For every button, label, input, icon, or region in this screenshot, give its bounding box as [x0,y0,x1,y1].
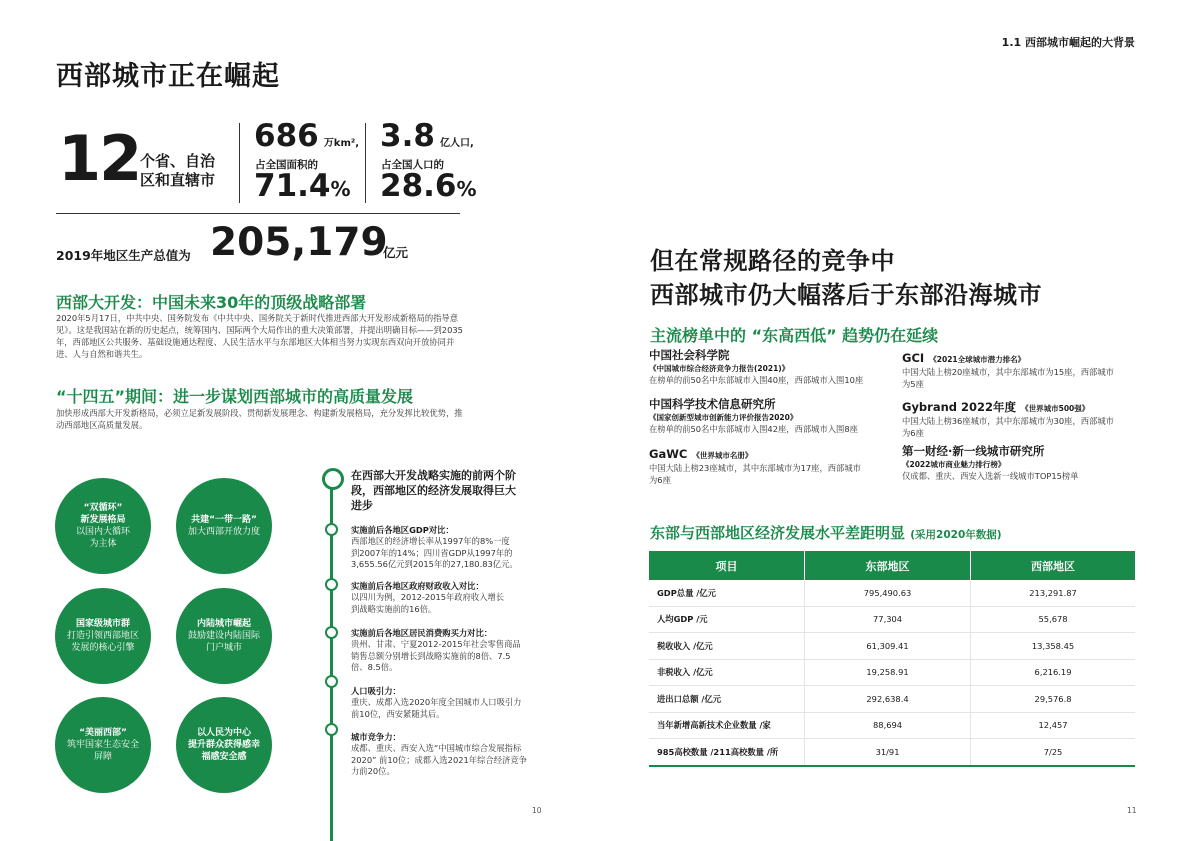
timeline-item-title: 实施前后各地区GDP对比： [351,525,454,535]
column-header: 西部地区 [971,551,1135,580]
page-number-right: 11 [1127,806,1137,815]
section-text: 加快形成西部大开发新格局，必须立足新发展阶段、贯彻新发展理念、构建新发展格局，充分发挥比较优势，推动西部地区高质量发展。 [56,408,463,430]
area-share-label: 占全国面积的 [255,159,318,171]
timeline-item [351,731,551,778]
table-cell: 29,576.8 [971,686,1135,713]
table-cell: 795,490.63 [805,580,971,606]
provinces-count: 12 [58,122,141,195]
table-cell: 税收收入 /亿元 [649,633,805,660]
table-cell: 88,694 [805,712,971,739]
timeline-heading-line: 进步 [351,499,373,512]
ranking-text: 中国大陆上榜20座城市，其中东部城市为15座，西部城市 [902,367,1114,377]
ranking-text: 在榜单的前50名中东部城市入围40座，西部城市入围10座 [649,375,864,385]
table-title-note: (采用2020年数据) [910,529,1002,541]
table-cell: 6,216.19 [971,659,1135,686]
circle-text: 筑牢国家生态安全 [66,740,139,750]
area-unit: 万km², [323,138,360,149]
timeline-item-text: 力前20位。 [351,766,395,776]
population-stat [380,118,474,154]
circle-subtitle: 提升群众获得感幸 [187,740,260,750]
divider [56,213,460,214]
area-share [254,168,351,204]
circle-text: 发展的核心引擎 [71,643,135,653]
ranking-report: 《国家创新型城市创新能力评价报告2020》 [649,413,798,422]
timeline-item-title: 人口吸引力： [351,686,401,696]
timeline-item-text: 西部地区的经济增长率从1997年的8%一度 [351,536,510,546]
gdp-value: 205,179 [210,220,388,265]
table-row [649,659,1135,686]
circle-text: 鼓励建设内陆国际 [187,631,260,641]
population-share [380,168,477,204]
section-header: 1.1 西部城市崛起的大背景 [1001,36,1135,49]
timeline-heading-line: 在西部大开发战略实施的前两个阶 [351,469,516,482]
circle-title: 以人民为中心 [196,728,251,738]
population-share-label: 占全国人口的 [381,159,444,171]
timeline-item-text: 贵州、甘肃、宁夏2012-2015年社会零售商品 [351,639,521,649]
provinces-label [140,152,236,190]
table-row [649,686,1135,713]
table-title [650,522,1002,543]
timeline-item [351,685,551,720]
strategy-circle [55,478,151,574]
timeline-item [351,627,551,674]
table-cell: 19,258.91 [805,659,971,686]
circle-title: “美丽西部” [79,728,127,738]
page-title-right [650,244,1042,312]
population-share-pct: % [456,177,477,201]
table-title-text: 东部与西部地区经济发展水平差距明显 [650,524,906,542]
timeline-dot [325,723,338,736]
ranking-report: 《中国城市综合经济竞争力报告(2021)》 [649,364,790,373]
strategy-circle [55,588,151,684]
table-row [649,633,1135,660]
population-share-value: 28.6 [380,168,457,204]
column-header: 东部地区 [805,551,971,580]
ranking-org: GaWC [649,447,688,461]
table-cell: 77,304 [805,606,971,633]
ranking-org: GCI [902,351,925,365]
circle-title: 国家级城市群 [75,619,130,629]
ranking-text: 为6座 [649,475,671,485]
timeline-item-text: 2020” 前10位；成都入选2021年综合经济竞争 [351,754,527,765]
area-share-value: 71.4 [254,168,331,204]
strategy-circle [176,478,272,574]
circle-text: 打造引领西部地区 [66,631,139,641]
table-cell: 进出口总额 /亿元 [649,686,805,713]
table-cell: 非税收入 /亿元 [649,659,805,686]
ranking-org: 中国社会科学院 [649,348,730,362]
circle-title: 共建“一带一路” [191,515,257,525]
circle-subtitle: 福感安全感 [201,752,247,762]
table-row [649,580,1135,606]
table-cell: GDP总量 /亿元 [649,580,805,606]
timeline-item-text: 前10位，西安紧随其后。 [351,708,445,719]
table-cell: 213,291.87 [971,580,1135,606]
population-unit: 亿人口, [440,138,474,149]
area-share-pct: % [330,177,351,201]
table-cell: 12,457 [971,712,1135,739]
ranking-report: 《2022城市商业魅力排行榜》 [902,460,1006,469]
column-header: 项目 [649,551,805,580]
ranking-text: 为5座 [902,379,924,389]
ranking-text: 在榜单的前50名中东部城市入围42座，西部城市入围8座 [649,424,858,434]
circle-text: 加大西部开放力度 [187,527,260,537]
ranking-item [902,347,1142,390]
ranking-report: 《世界城市名册》 [692,451,753,460]
section-heading: 西部大开发：中国未来30年的顶级战略部署 [56,293,367,312]
circle-title: 内陆城市崛起 [196,619,251,629]
divider [239,123,240,203]
strategy-circle [176,697,272,793]
divider [365,123,366,203]
table-cell: 13,358.45 [971,633,1135,660]
ranking-item [649,396,894,435]
timeline-dot [322,468,344,490]
ranking-org: 第一财经·新一线城市研究所 [902,444,1045,458]
timeline-dot [325,523,338,536]
table-row [649,739,1135,766]
ranking-org: 中国科学技术信息研究所 [649,397,776,411]
title-line: 西部城市仍大幅落后于东部沿海城市 [650,281,1042,309]
timeline-item-text: 销售总额分别增长到战略实施前的8倍、7.5 [351,650,511,661]
timeline-dot [325,675,338,688]
timeline-item-title: 实施前后各地区居民消费购买力对比： [351,628,493,638]
table-cell: 292,638.4 [805,686,971,713]
timeline-item [351,524,551,571]
table-cell: 61,309.41 [805,633,971,660]
gdp-label: 2019年地区生产总值为 [56,248,191,263]
ranking-org: Gybrand 2022年度 [902,400,1017,414]
table-cell: 55,678 [971,606,1135,633]
table-cell: 31/91 [805,739,971,766]
strategy-circle [176,588,272,684]
gdp-unit: 亿元 [383,245,409,260]
ranking-report: 《2021全球城市潜力排名》 [929,355,1026,364]
area-value: 686 [254,118,319,154]
circle-text: 门户城市 [205,643,242,653]
ranking-text: 仅成都、重庆、西安入选新一线城市TOP15榜单 [902,471,1079,481]
table-row [649,712,1135,739]
strategy-circle [55,697,151,793]
timeline-heading-line: 段，西部地区的经济发展取得巨大 [351,484,516,497]
ranking-item [902,443,1142,482]
timeline-item-text: 到2007年的14%；四川省GDP从1997年的 [351,547,513,558]
timeline-dot [325,626,338,639]
timeline-item-text: 3,655.56亿元到2015年的27,180.83亿元。 [351,559,518,569]
area-stat [254,118,360,154]
circle-subtitle: 新发展格局 [80,515,126,525]
ranking-item [649,443,894,486]
timeline-item-text: 重庆、成都入选2020年度全国城市人口吸引力 [351,697,522,707]
title-line: 但在常规路径的竞争中 [650,247,895,275]
table-cell: 7/25 [971,739,1135,766]
timeline-item-text: 到战略实施前的16倍。 [351,603,437,614]
circle-text: 为主体 [89,539,117,549]
timeline-item [351,580,551,615]
population-value: 3.8 [380,118,435,154]
page-number-left: 10 [532,806,542,815]
timeline-item-text: 以四川为例，2012-2015年政府收入增长 [351,592,505,602]
timeline-item-text: 成都、重庆、西安入选“中国城市综合发展指标 [351,743,522,753]
provinces-label-line2: 区和直辖市 [140,171,216,189]
circle-title: “双循环” [83,503,123,513]
rankings-subtitle: 主流榜单中的 “东高西低” 趋势仍在延续 [650,326,939,345]
ranking-text: 中国大陆上榜36座城市，其中东部城市为30座，西部城市 [902,416,1114,426]
ranking-item [902,396,1142,439]
ranking-report: 《世界城市500强》 [1021,404,1090,413]
table-row [649,606,1135,633]
ranking-text: 中国大陆上榜23座城市，其中东部城市为17座，西部城市 [649,463,861,473]
timeline-item-title: 城市竞争力： [351,732,401,742]
timeline-item-text: 倍、8.5倍。 [351,662,398,672]
timeline-heading [351,468,516,513]
table-cell: 当年新增高新技术企业数量 /家 [649,712,805,739]
page-title-left: 西部城市正在崛起 [56,61,280,92]
comparison-table [649,551,1135,767]
circle-text: 以国内大循环 [75,527,130,537]
table-cell: 985高校数量 /211高校数量 /所 [649,739,805,766]
provinces-label-line1: 个省、自治 [140,152,216,170]
section-heading: “十四五”期间：进一步谋划西部城市的高质量发展 [56,387,414,406]
table-header-row [649,551,1135,580]
ranking-text: 为6座 [902,428,924,438]
timeline-dot [325,578,338,591]
table-cell: 人均GDP /元 [649,606,805,633]
timeline-item-title: 实施前后各地区政府财政收入对比： [351,581,484,591]
ranking-item [649,347,894,386]
circle-text: 屏障 [93,752,112,762]
section-text: 2020年5月17日，中共中央、国务院发布《中共中央、国务院关于新时代推进西部大开发形成新格局的指导意见》。这是我国站在新的历史起点，统筹国内、国际两个大局作出的重大决策部署，并提出明确目标——到2035年，西部地区公共服务、基础设施通达程度、人民生活水平与东部地区大体相当努力实现东西双向开放协同并进、人与自然和谐共生。 [56,313,463,359]
